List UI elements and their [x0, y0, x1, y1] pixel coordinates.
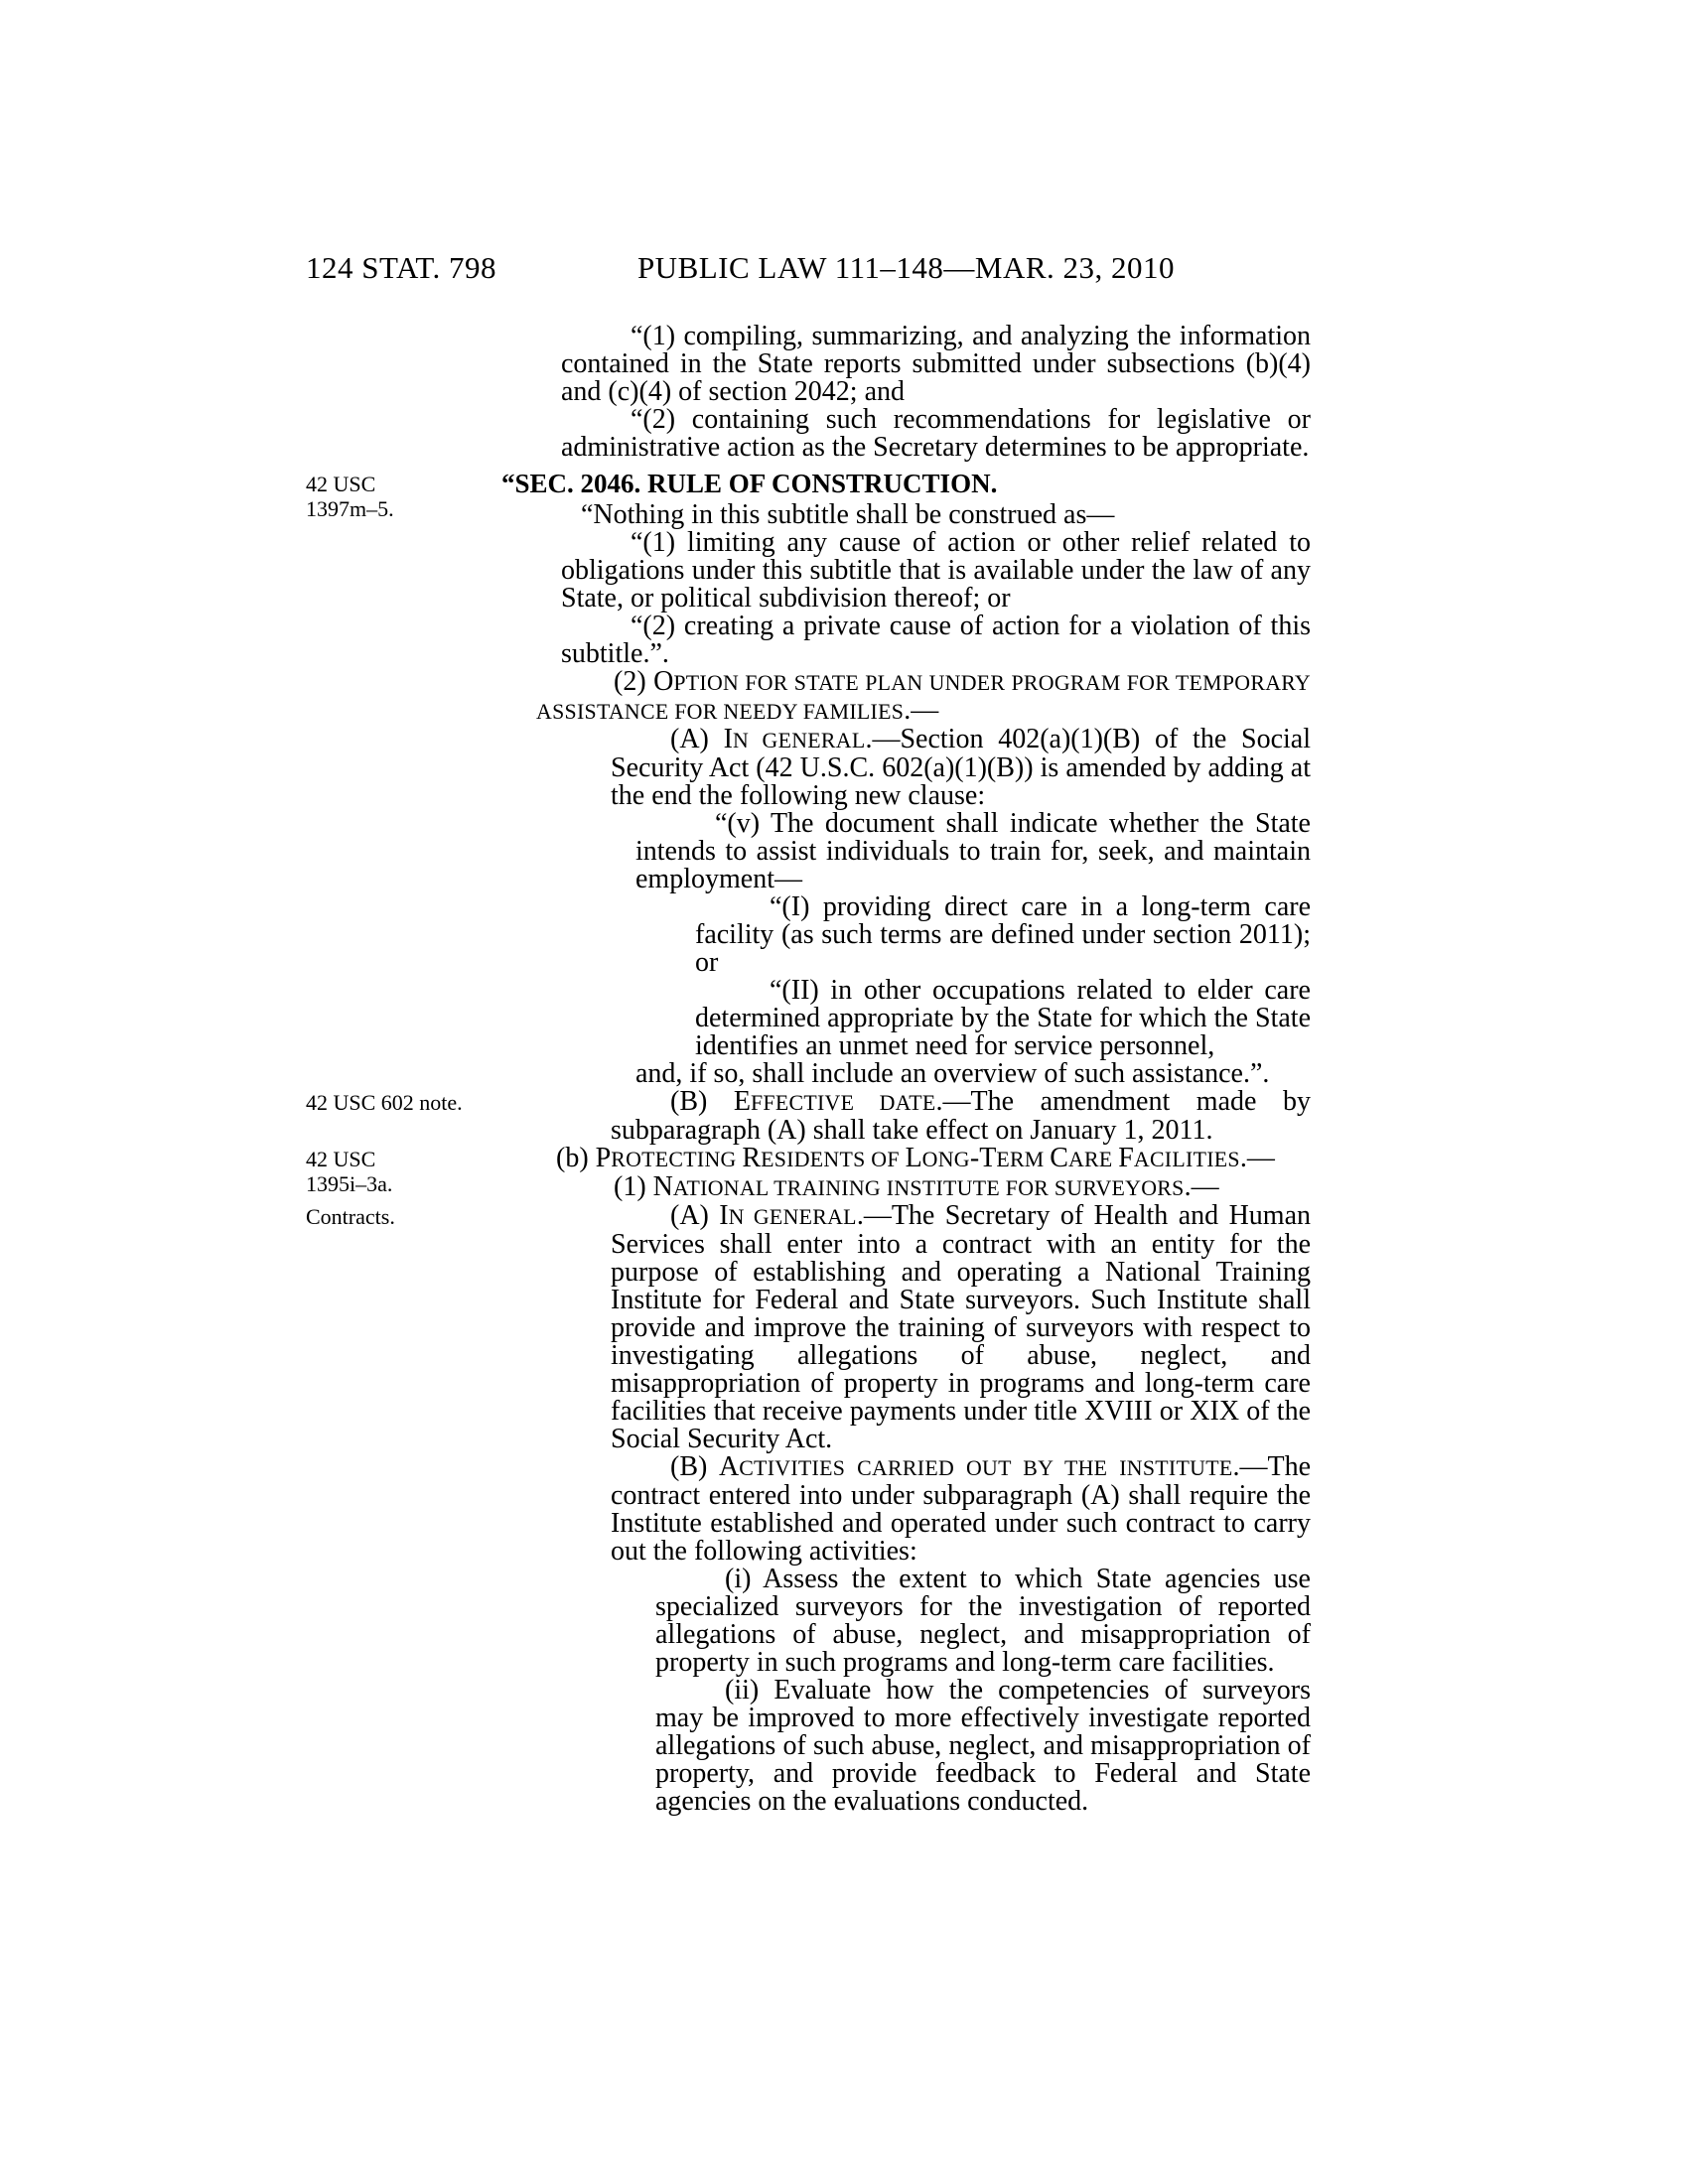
text-run: (i) Assess the extent to which State agencies use specialized surveyors for the investigation of reported allegations of abuse, neglect, and misappropriation of property in such programs and long-term care facilities.: [655, 1564, 1311, 1678]
law-title: PUBLIC LAW 111–148—MAR. 23, 2010: [636, 250, 1176, 285]
text-run: (ii) Evaluate how the competencies of surveyors may be improved to more effectively investigate reported allegations of such abuse, neglect, and misappropriation of property, and provide feedback to Federal and State agencies on the evaluations conducted.: [655, 1675, 1311, 1817]
small-caps-run: CTIVITIES CARRIED OUT BY THE INSTITUTE: [739, 1456, 1233, 1480]
small-caps-run: FFECTIVE DATE: [750, 1091, 936, 1115]
para-2-tanf-option: [501, 668, 1311, 726]
text-run: The amendment made by subparagraph (A) shall take effect on January 1, 2011.: [611, 1086, 1311, 1146]
small-caps-run: N GENERAL: [732, 729, 866, 752]
text-run: (A): [670, 1200, 720, 1231]
small-caps-run: ARE: [1067, 1148, 1119, 1171]
margin-note: [306, 1090, 490, 1115]
small-caps-run: ERM: [996, 1148, 1051, 1171]
heading-run: IN GENERAL.—: [723, 724, 901, 754]
heading-run: PROTECTING RESIDENTS OF LONG-TERM CARE FACILITIES.—: [595, 1143, 1275, 1173]
quoted-paragraph-2: [501, 406, 1311, 462]
small-caps-run: ROTECTING: [611, 1148, 743, 1171]
subpara-A-in-general-2: [306, 1200, 1311, 1454]
text-run: The contract entered into under subparagraph (A) shall require the Institute established and operated under such contract to carry out the following activities:: [611, 1451, 1311, 1567]
clause-ii-evaluate: [501, 1677, 1311, 1816]
margin-note-line: 42 USC: [306, 1147, 376, 1171]
small-caps-run: ATIONAL TRAINING INSTITUTE FOR SURVEYORS: [672, 1176, 1185, 1200]
text-run: “(2) creating a private cause of action for a violation of this subtitle.”.: [561, 611, 1311, 669]
subclause-II: [501, 977, 1311, 1060]
small-caps-run: N GENERAL: [728, 1205, 857, 1229]
small-caps-run: ACILITIES: [1133, 1148, 1240, 1171]
text-run: (1): [614, 1171, 653, 1202]
clause-v-closing: [501, 1060, 1311, 1088]
stat-page-number: 124 STAT. 798: [306, 250, 497, 285]
para-1-national-training-institute: [501, 1173, 1311, 1202]
rule-intro: [501, 501, 1311, 529]
text-run: (2): [614, 666, 654, 697]
text-run: (b): [556, 1143, 596, 1173]
subpara-A-in-general-1: [501, 726, 1311, 810]
margin-note-line: Contracts.: [306, 1204, 395, 1229]
margin-note: [306, 1147, 490, 1196]
text-run: “SEC. 2046. RULE OF CONSTRUCTION.: [501, 469, 998, 498]
margin-note-line: 1395i–3a.: [306, 1171, 393, 1196]
subclause-I: [501, 893, 1311, 977]
small-caps-run: ESIDENTS OF: [761, 1148, 906, 1171]
margin-note-line: 1397m–5.: [306, 496, 394, 521]
margin-note: [306, 1204, 490, 1229]
statute-text: [306, 321, 1311, 1817]
margin-note-line: 42 USC: [306, 472, 376, 496]
margin-note: [306, 472, 490, 521]
small-caps-run: PTION FOR STATE PLAN UNDER PROGRAM FOR TEMPORARY ASSISTANCE FOR NEEDY FAMILIES: [536, 671, 1311, 724]
text-run: (A): [670, 724, 724, 754]
rule-clause-2: [501, 613, 1311, 668]
text-run: The Secretary of Health and Human Services shall enter into a contract with an entity for the purpose of establishing and operating a National Training Institute for Federal and State surveyors. Such Institute shall provide and improve the training of surveyors with respect to investigating allegations of abuse, neglect, and misappropriation of property in programs and long-term care facilities that receive payments under title XVIII or XIX of the Social Security Act.: [611, 1200, 1311, 1454]
clause-i-assess: [501, 1566, 1311, 1677]
text-run: Section 402(a)(1)(B) of the Social Security Act (42 U.S.C. 602(a)(1)(B)) is amended by adding at the end the following new clause:: [611, 724, 1311, 811]
subpara-B-effective-date: [306, 1086, 1311, 1146]
quoted-paragraph-1: [501, 323, 1311, 406]
clause-v: [501, 810, 1311, 893]
text-run: and, if so, shall include an overview of such assistance.”.: [635, 1058, 1270, 1089]
subpara-B-activities: [501, 1453, 1311, 1566]
text-run: “(I) providing direct care in a long-term care facility (as such terms are defined under section 2011); or: [695, 891, 1311, 978]
text-run: “(1) compiling, summarizing, and analyzing the information contained in the State reports submitted under subsections (b)(4) and (c)(4) of section 2042; and: [561, 321, 1311, 407]
heading-run: NATIONAL TRAINING INSTITUTE FOR SURVEYORS.—: [652, 1171, 1219, 1202]
small-caps-run: ONG: [921, 1148, 970, 1171]
heading-run: ACTIVITIES CARRIED OUT BY THE INSTITUTE.—: [718, 1451, 1268, 1482]
heading-run: EFFECTIVE DATE.—: [733, 1086, 971, 1117]
text-run: “(1) limiting any cause of action or other relief related to obligations under this subtitle that is available under the law of any State, or political subdivision thereof; or: [561, 527, 1311, 614]
heading-run: OPTION FOR STATE PLAN UNDER PROGRAM FOR TEMPORARY ASSISTANCE FOR NEEDY FAMILIES.—: [536, 666, 1311, 726]
text-run: “(2) containing such recommendations for legislative or administrative action as the Secretary determines to be appropriate.: [561, 404, 1311, 463]
text-run: (B): [670, 1451, 719, 1482]
text-run: “Nothing in this subtitle shall be construed as—: [581, 499, 1115, 530]
margin-note-line: 42 USC 602 note.: [306, 1090, 463, 1115]
heading-run: IN GENERAL.—: [719, 1200, 892, 1231]
text-run: “(v) The document shall indicate whether the State intends to assist individuals to train for, seek, and maintain employment—: [635, 808, 1311, 894]
rule-clause-1: [501, 529, 1311, 613]
text-run: “(II) in other occupations related to elder care determined appropriate by the State for which the State identifies an unmet need for service personnel,: [695, 975, 1311, 1061]
text-run: (B): [670, 1086, 734, 1117]
